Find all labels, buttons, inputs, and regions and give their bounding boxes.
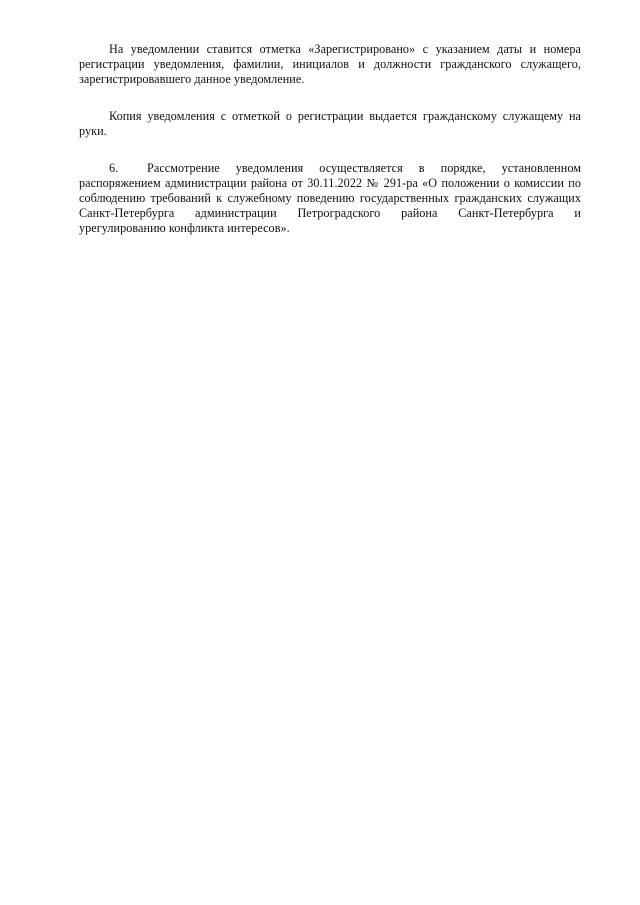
paragraph-number: 6.	[109, 161, 119, 175]
paragraph-gap	[79, 151, 581, 161]
paragraph-copy-issued	[79, 109, 581, 139]
paragraph-text: Копия уведомления с отметкой о регистрации выдается гражданскому служащему на руки.	[79, 109, 581, 138]
paragraph-text: Рассмотрение уведомления осуществляется в порядке, установленном распоряжением администрации района от 30.11.2022 № 291-ра «О положении о комиссии по соблюдению требований к служебному поведению государственных гражданских служащих Санкт-Петербурга администрации Петроградского района Санкт-Петербурга и урегулированию конфликта интересов».	[79, 161, 581, 235]
paragraph-registration-mark	[79, 42, 581, 87]
document-page	[79, 42, 581, 248]
paragraph-gap	[79, 99, 581, 109]
paragraph-item-6	[79, 161, 581, 236]
paragraph-text: На уведомлении ставится отметка «Зарегистрировано» с указанием даты и номера регистрации уведомления, фамилии, инициалов и должности гражданского служащего, зарегистрировавшего данное уведомление.	[79, 42, 581, 86]
